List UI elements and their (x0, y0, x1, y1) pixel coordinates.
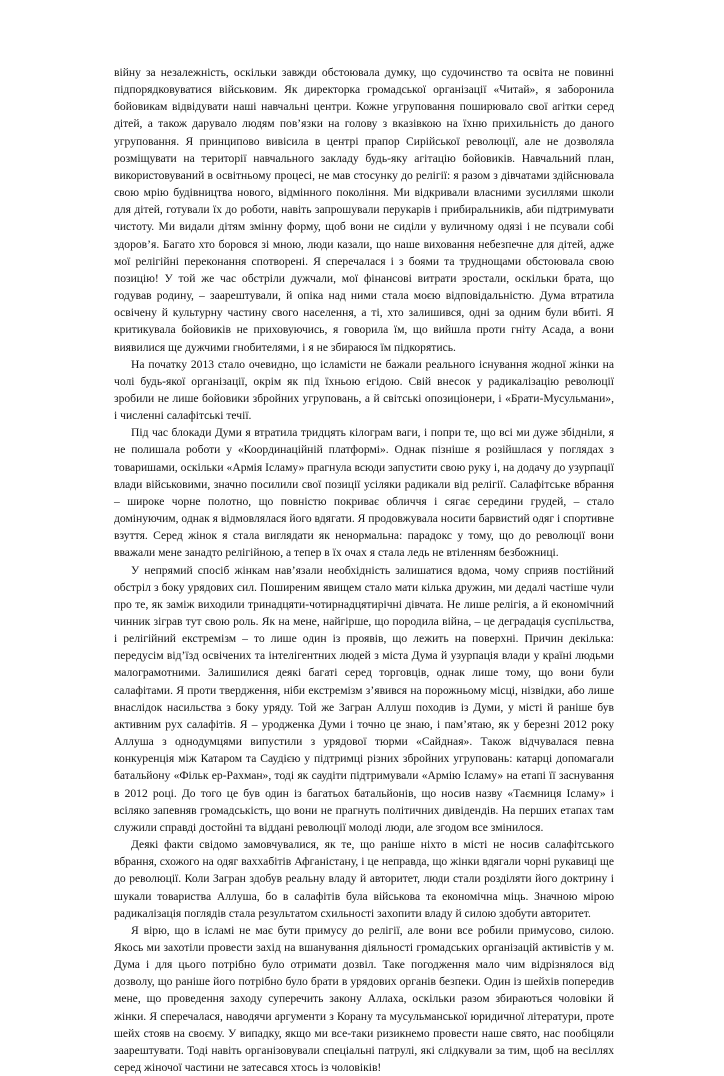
paragraph-4: У непрямий спосіб жінкам нав’язали необхідність залишатися вдома, чому сприяв постійний обстріл з боку урядових сил. Поширеним явищем стало мати кілька дружин, ми дедалі частіше чули про те, як заміж виходили тринадцяти-чотирнадцятирічні дівчата. Не лише релігія, а й економічний чинник зіграв тут свою роль. Як на мене, найгірше, що породила війна, – це деградація суспільства, і релігійний екстремізм – то лише один із проявів, що лежить на поверхні. Причин декілька: передусім від’їзд освічених та інтелігентних людей з міста Дума й узурпація влади у країні людьми малограмотними. Залишилися деякі багаті серед торговців, однак лише тому, що вони були салафітами. Я проти твердження, ніби екстремізм з’явився на порожньому місці, нізвідки, або лише внаслідок насильства з боку уряду. Той же Загран Аллуш походив із Думи, у місті й раніше був активним рух салафітів. Я – уродженка Думи і точно це знаю, і пам’ятаю, як у березні 2012 року Аллуша з однодумцями випустили з урядової тюрми «Сайдная». Також відчувалася певна конкуренція між Катаром та Саудією у підтримці різних збройних угруповань: катарці допомагали батальйону «Фільк ер-Рахман», тоді як саудіти підтримували «Армію Ісламу» на етапі її заснування в 2012 році. До того це був один із багатьох батальйонів, що носив назву «Таємниця Ісламу» і всіляко запевняв громадськість, що вони не прагнуть політичних дивідендів. На перших етапах там служили справді достойні та віддані революції молоді люди, але згодом все змінилося. (114, 563, 614, 834)
document-page (114, 64, 614, 1076)
paragraph-2: На початку 2013 стало очевидно, що ісламісти не бажали реального існування жодної жінки на чолі будь-якої організації, окрім як під їхньою егідою. Свій внесок у радикалізацію революції зробили не лише бойовики збройних угруповань, а й світські опозиціонери, і «Брати-Мусульмани», і численні салафітські течії. (114, 357, 614, 423)
paragraph-1: війну за незалежність, оскільки завжди обстоювала думку, що судочинство та освіта не повинні підпорядковуватися військовим. Як директорка громадської організації «Читай», я заборонила бойовикам відвідувати наші навчальні центри. Кожне угруповання поширювало свої агітки серед дітей, а також дарувало людям пов’язки на голову з вказівкою на їхню прихильність до даного угруповання. Я принципово вивісила в центрі прапор Сирійської революції, але не дозволяла розміщувати на території навчального закладу будь-яку агітацію бойовиків. Навчальний план, використовуваний в освітньому процесі, не мав стосунку до релігії: я разом з дівчатами здійснювала свою мрію будівництва нового, відмінного покоління. Ми відкривали власними зусиллями школи для дітей, готували їх до роботи, навіть запрошували перукарів і прибиральників, аби підтримувати чистоту. Ми видали дітям змінну форму, щоб вони не сиділи у вуличному одязі і не псували собі здоров’я. Багато хто боровся зі мною, люди казали, що наше виховання небезпечне для дітей, адже мої релігійні переконання спотворені. Я сперечалася і з боями та труднощами обстоювала свою позицію! У той же час обстріли дужчали, мої фінансові витрати зростали, оскільки брата, що годував родину, – заарештували, й опіка над ними стала моєю відповідальністю. Дума втратила освічену й культурну частину свого населення, а ті, хто залишився, одні за одним були вбиті. Я критикувала бойовиків не приховуючись, я говорила їм, що вийшла проти гніту Асада, а вони виявилися ще дужчими гнобителями, і я не збираюся їм підкорятись. (114, 66, 614, 354)
paragraph-6: Я вірю, що в ісламі не має бути примусу до релігії, але вони все робили примусово, силою. Якось ми захотіли провести захід на вшанування діяльності громадських організацій активістів у м. Дума і для цього потрібно було отримати дозвіл. Таке погодження мало чим відрізнялося від дозволу, що раніше його потрібно було брати в урядових органів безпеки. Один із шейхів попередив мене, що проведення заходу суперечить закону Аллаха, оскільки разом збираються чоловіки й жінки. Я сперечалася, наводячи аргументи з Корану та мусульманської юридичної літератури, проте шейх стояв на своєму. У випадку, якщо ми все-таки ризикнемо провести наше свято, нас пообіцяли заарештувати. Тоді навіть організовували спеціальні патрулі, які слідкували за тим, щоб на весіллях серед жіночої частини не затесався хтось із чоловіків! (114, 923, 614, 1075)
paragraph-5: Деякі факти свідомо замовчувалися, як те, що раніше ніхто в місті не носив салафітського вбрання, схожого на одяг ваххабітів Афганістану, і це неправда, що жінки вдягали чорні рукавиці ще до революції. Коли Загран здобув реальну владу й авторитет, люди стали розділяти його доктрину і шукали товариства Аллуша, бо в салафітів була військова та економічна міць. Значною мірою радикалізація поглядів стала результатом схильності захопити владу й силою здобути авторитет. (114, 838, 614, 920)
paragraph-3: Під час блокади Думи я втратила тридцять кілограм ваги, і попри те, що всі ми дуже збідніли, я не полишала роботи у «Координаційній платформі». Однак пізніше я розійшлася у поглядах з товаришами, оскільки «Армія Ісламу» прагнула всюди запустити свою руку і, на додачу до узурпації влади військовими, значно посилили свої позиції усіляки радикали від релігії. Салафітське вбрання – широке чорне полотно, що повністю покриває обличчя і сягає середини грудей, – стало домінуючим, однак я відмовлялася його вдягати. Я продовжувала носити барвистий одяг і спортивне взуття. Серед жінок я стала виглядати як ненормальна: парадокс у тому, що до революції вони вважали мене занадто релігійною, а тепер в їх очах я стала ледь не втіленням безбожниці. (114, 426, 614, 560)
